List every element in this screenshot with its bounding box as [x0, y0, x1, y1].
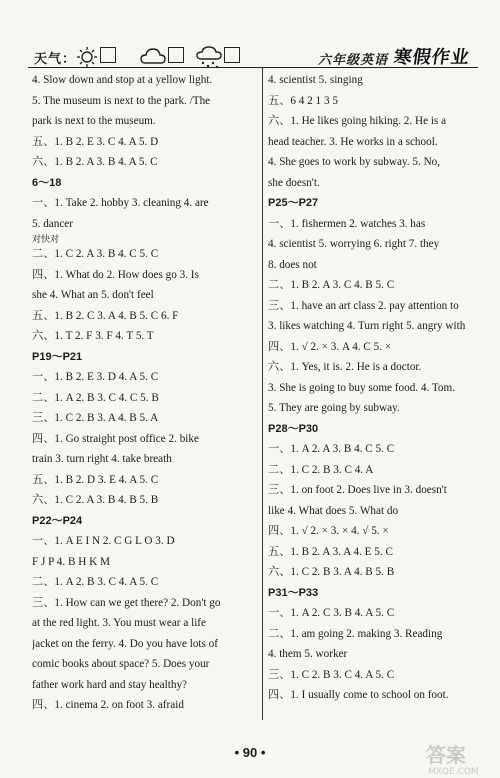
answer-line: 四、1. √ 2. × 3. × 4. √ 5. ×: [268, 525, 389, 537]
page-number: • 90 •: [234, 745, 266, 760]
answer-line: 五、1. B 2. A 3. A 4. E 5. C: [268, 545, 393, 558]
answer-line: 二、1. A 2. B 3. C 4. A 5. C: [32, 576, 159, 588]
answer-line: 5. dancer: [32, 217, 73, 230]
answer-line: 五、1. B 2. E 3. C 4. A 5. D: [32, 135, 159, 148]
answer-line: she doesn't.: [268, 176, 320, 189]
header-rule: [28, 67, 478, 68]
answer-line: 三、1. C 2. B 3. C 4. A 5. C: [268, 668, 395, 681]
answer-line: she 4. What an 5. don't feel: [32, 289, 154, 301]
watermark-logo: [424, 740, 496, 776]
sunny-checkbox: [100, 47, 116, 63]
answer-line: 六、1. T 2. F 3. F 4. T 5. T: [32, 330, 154, 342]
answer-line: father work hard and stay healthy?: [32, 678, 188, 691]
answer-line: 五、1. B 2. C 3. A 4. B 5. C 6. F: [32, 309, 179, 322]
answer-line: 六、1. Yes, it is. 2. He is a doctor.: [268, 361, 422, 373]
answer-line: head teacher. 3. He works in a school.: [268, 135, 438, 148]
answer-line: 二、1. A 2. B 3. C 4. C 5. B: [32, 391, 159, 404]
answer-line: comic books about space? 5. Does your: [32, 658, 210, 670]
answer-line: 四、1. √ 2. × 3. A 4. C 5. ×: [268, 340, 392, 353]
answer-line: 8. does not: [268, 258, 317, 271]
answer-line: 五、6 4 2 1 3 5: [268, 94, 338, 107]
answer-line: 三、1. on foot 2. Does live in 3. doesn't: [268, 484, 447, 496]
brand-title: 寒假作业: [392, 47, 472, 67]
answer-line: like 4. What does 5. What do: [268, 504, 399, 517]
answer-line: 二、1. B 2. A 3. C 4. B 5. C: [268, 279, 395, 291]
section-heading: P25～P27: [268, 197, 319, 209]
weather-label: 天气：: [34, 51, 77, 66]
answer-line: 4. She goes to work by subway. 5. No,: [268, 156, 441, 168]
answer-line: 三、1. C 2. B 3. A 4. B 5. A: [32, 412, 159, 424]
answer-line: 六、1. C 2. B 3. A 4. B 5. B: [268, 566, 395, 578]
section-heading: P31～P33: [268, 586, 319, 599]
sun-icon: [76, 46, 98, 68]
answer-line: 二、1. am going 2. making 3. Reading: [268, 627, 443, 640]
answer-line: 六、1. B 2. A 3. B 4. A 5. C: [32, 156, 158, 168]
answer-line: park is next to the museum.: [32, 115, 156, 127]
answer-line: 一、1. A 2. A 3. B 4. C 5. C: [268, 443, 395, 455]
answer-line: 4. Slow down and stop at a yellow light.: [32, 74, 213, 86]
section-heading: P28～P30: [268, 422, 319, 435]
answer-line: 二、1. C 2. A 3. B 4. C 5. C: [32, 248, 159, 260]
answer-line: 六、1. He likes going hiking. 2. He is a: [268, 115, 447, 127]
answer-line: 三、1. How can we get there? 2. Don't go: [32, 596, 221, 609]
answer-line: 4. scientist 5. worrying 6. right 7. they: [268, 238, 440, 250]
section-heading: P19～P21: [32, 350, 83, 363]
answer-line: F J P 4. B H K M: [32, 555, 110, 568]
answer-line: 四、1. Go straight post office 2. bike: [32, 432, 199, 445]
cloud-icon: [140, 46, 166, 68]
cloudy-checkbox: [168, 47, 184, 63]
answer-line: 一、1. Take 2. hobby 3. cleaning 4. are: [32, 197, 209, 209]
answer-line: 二、1. C 2. B 3. C 4. A: [268, 463, 374, 476]
answer-line: 3. She is going to buy some food. 4. Tom.: [268, 381, 456, 394]
answer-line: 六、1. C 2. A 3. B 4. B 5. B: [32, 494, 159, 506]
answer-line: 一、1. B 2. E 3. D 4. A 5. C: [32, 371, 159, 383]
answer-line: 一、1. A 2. C 3. B 4. A 5. C: [268, 607, 395, 619]
answer-line: 3. likes watching 4. Turn right 5. angry with: [268, 320, 466, 332]
svg-text:答案: 答案: [426, 743, 466, 767]
answer-line: 四、1. cinema 2. on foot 3. afraid: [32, 699, 184, 711]
answer-line: 对快对: [32, 234, 60, 244]
left-column: [32, 70, 258, 716]
answer-line: 一、1. A E I N 2. C G L O 3. D: [32, 535, 175, 547]
svg-text:MXQE.COM: MXQE.COM: [428, 767, 479, 776]
answer-line: 5. They are going by subway.: [268, 402, 400, 414]
column-divider: [262, 68, 263, 720]
answer-line: train 3. turn right 4. take breath: [32, 453, 172, 465]
answer-line: 四、1. I usually come to school on foot.: [268, 689, 449, 701]
answer-line: 5. The museum is next to the park. /The: [32, 94, 211, 107]
answer-line: 一、1. fishermen 2. watches 3. has: [268, 217, 426, 230]
rainy-checkbox: [224, 47, 240, 63]
section-heading: P22～P24: [32, 514, 83, 527]
right-column: [268, 70, 482, 706]
answer-line: 五、1. B 2. D 3. E 4. A 5. C: [32, 473, 159, 486]
answer-line: 四、1. What do 2. How does go 3. Is: [32, 268, 199, 281]
section-heading: 6～18: [32, 176, 62, 189]
answer-line: 三、1. have an art class 2. pay attention to: [268, 299, 459, 312]
answer-line: 4. scientist 5. singing: [268, 74, 363, 86]
answer-line: 4. them 5. worker: [268, 648, 348, 660]
grade-subject: 六年级英语: [318, 52, 389, 67]
answer-line: at the red light. 3. You must wear a life: [32, 617, 206, 629]
answer-line: jacket on the ferry. 4. Do you have lots of: [32, 637, 218, 650]
